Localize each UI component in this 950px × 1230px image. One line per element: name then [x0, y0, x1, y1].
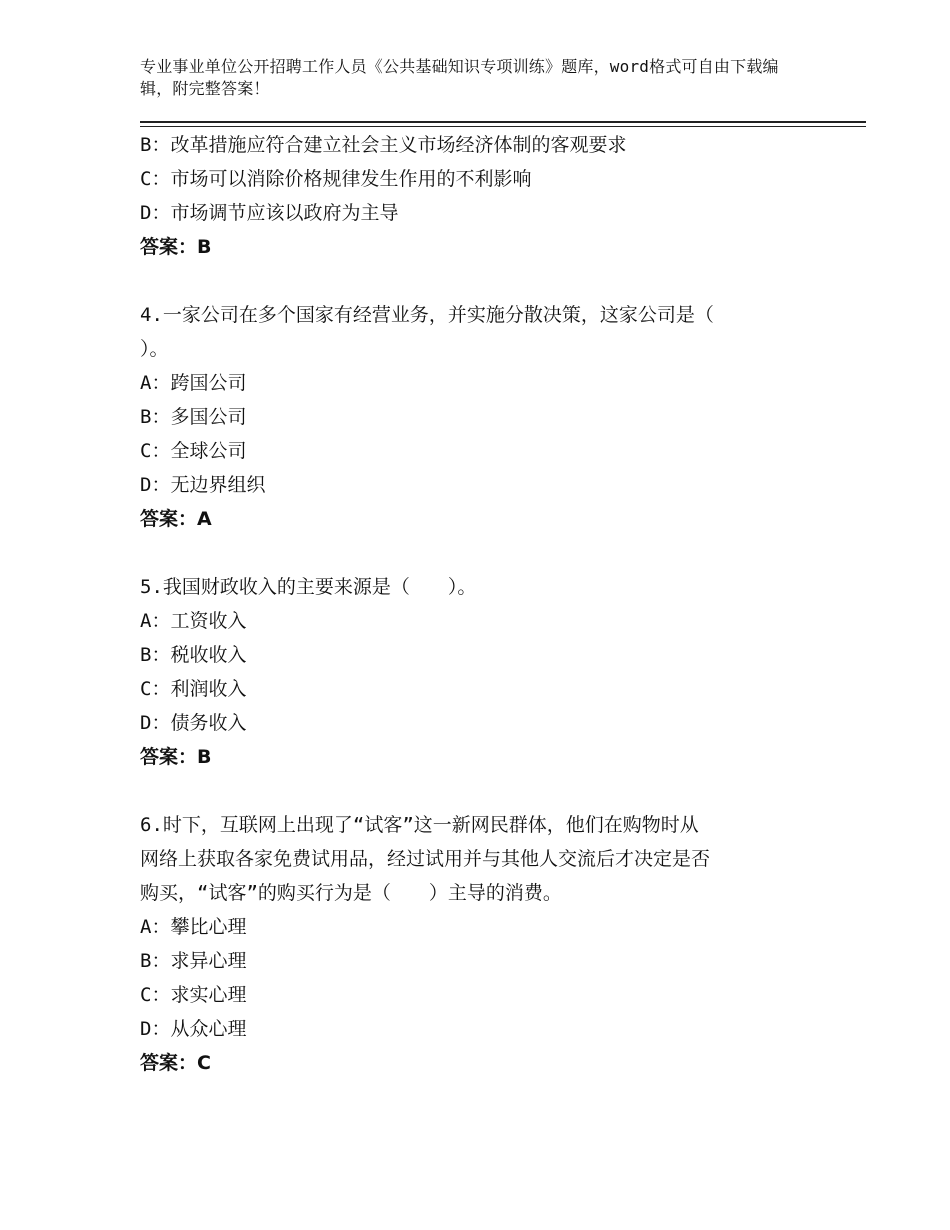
option-c: C：全球公司 [140, 440, 247, 462]
document-body [140, 128, 800, 1080]
spacer [140, 774, 800, 808]
header-rule-thick [140, 121, 866, 123]
header-rule-thin [140, 126, 866, 127]
question-stem-line: ）。 [140, 338, 169, 360]
option-d: D：市场调节应该以政府为主导 [140, 202, 399, 224]
option-d: D：无边界组织 [140, 474, 266, 496]
question-stem-line: 6.时下，互联网上出现了“试客”这一新网民群体，他们在购物时从 [140, 814, 699, 836]
question-stem-line: 购买，“试客”的购买行为是（ ）主导的消费。 [140, 882, 562, 904]
spacer [140, 264, 800, 298]
header-title: 专业事业单位公开招聘工作人员《公共基础知识专项训练》题库，word格式可自由下载编辑，附完整答案！ [140, 57, 779, 98]
answer-line: 答案：C [140, 1052, 211, 1074]
option-b: B：改革措施应符合建立社会主义市场经济体制的客观要求 [140, 134, 627, 156]
option-a: A：攀比心理 [140, 916, 247, 938]
option-c: C：利润收入 [140, 678, 247, 700]
option-a: A：跨国公司 [140, 372, 247, 394]
spacer [140, 536, 800, 570]
option-c: C：求实心理 [140, 984, 247, 1006]
option-b: B：求异心理 [140, 950, 247, 972]
answer-line: 答案：B [140, 746, 212, 768]
question-4 [140, 298, 800, 536]
answer-line: 答案：B [140, 236, 212, 258]
question-stem-line: 4.一家公司在多个国家有经营业务，并实施分散决策，这家公司是（ [140, 304, 714, 326]
option-d: D：债务收入 [140, 712, 247, 734]
question-stem-line: 网络上获取各家免费试用品，经过试用并与其他人交流后才决定是否 [140, 848, 711, 870]
option-c: C：市场可以消除价格规律发生作用的不利影响 [140, 168, 532, 190]
option-b: B：多国公司 [140, 406, 247, 428]
document-header [140, 56, 810, 100]
option-a: A：工资收入 [140, 610, 247, 632]
question-3-continued [140, 128, 800, 264]
answer-line: 答案：A [140, 508, 212, 530]
question-5 [140, 570, 800, 774]
option-d: D：从众心理 [140, 1018, 247, 1040]
question-6 [140, 808, 800, 1080]
question-stem-line: 5.我国财政收入的主要来源是（ ）。 [140, 576, 477, 598]
option-b: B：税收收入 [140, 644, 247, 666]
